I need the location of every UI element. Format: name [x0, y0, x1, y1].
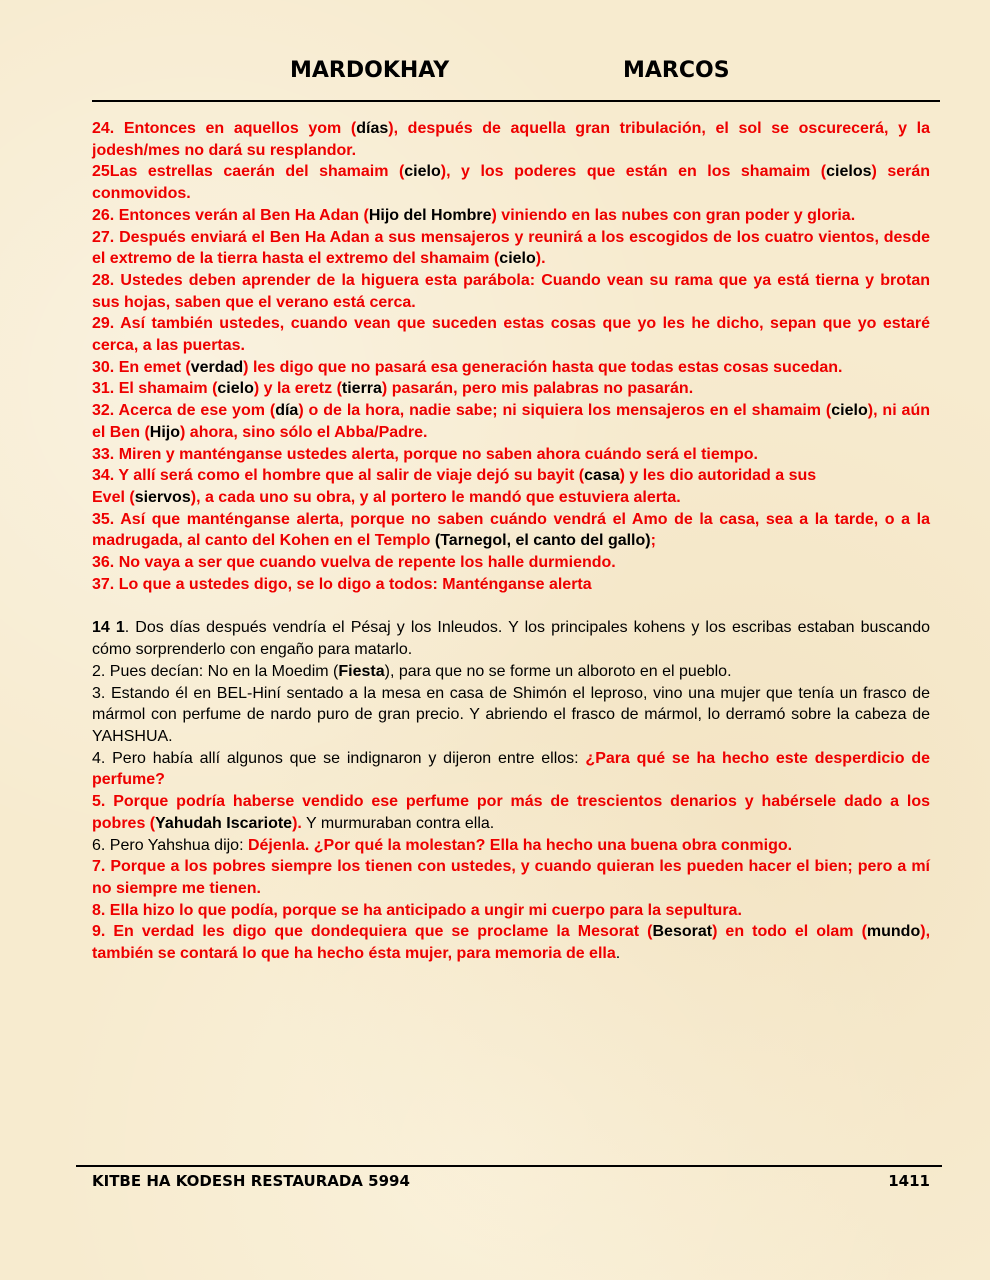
- verse-text: 6. Pero Yahshua dijo:: [92, 836, 248, 854]
- verse-text-red: ).: [535, 250, 546, 268]
- verse: [92, 921, 930, 964]
- verse: [92, 617, 930, 660]
- verse-text-red: 30. En emet (: [92, 358, 191, 376]
- verse-text: 4. Pero había allí algunos que se indignaron y dijeron entre ellos:: [92, 749, 586, 767]
- verse-text: Y murmuraban contra ella.: [301, 814, 495, 832]
- verse-text-red: 35. Así que manténganse alerta, porque no saben cuándo vendrá el Amo de la casa, sea a la tarde, o a la madrugada, al canto del Kohen en el Templo: [92, 510, 930, 550]
- scripture-text: [92, 118, 930, 965]
- verse-text-red: ), después de aquella gran tribulación, el sol se oscurecerá, y la jodesh/mes no dará su resplandor.: [92, 120, 930, 159]
- verse-text-bold: día: [275, 402, 299, 420]
- verse-text: 3. Estando él en BEL-Hiní sentado a la mesa en casa de Shimón el leproso, vino una mujer que tenía un frasco de mármol con perfume de nardo puro de gran precio. Y abriendo el frasco de mármol, lo derramó sobre la cabeza de YAHSHUA.: [92, 684, 930, 745]
- verse: [92, 161, 930, 204]
- verse: [92, 118, 930, 161]
- verse: [92, 574, 930, 596]
- verse-text-red: ) les digo que no pasará esa generación hasta que todas estas cosas sucedan.: [243, 358, 843, 376]
- footer-title: KITBE HA KODESH RESTAURADA 5994: [92, 1172, 410, 1190]
- verse: [92, 487, 930, 509]
- verse-text-red: 28. Ustedes deben aprender de la higuera esta parábola: Cuando vean su rama que ya está tierna y brotan sus hojas, saben que el verano está cerca.: [92, 271, 930, 311]
- verse-text-bold: Fiesta: [338, 662, 385, 680]
- verse-text-red: 8. Ella hizo lo que podía, porque se ha anticipado a ungir mi cuerpo para la sepultura.: [92, 901, 742, 919]
- verse-text-red: 36. No vaya a ser que cuando vuelva de repente los halle durmiendo.: [92, 554, 616, 572]
- paragraph-spacer: [92, 595, 930, 617]
- verse-text-bold: siervos: [134, 488, 191, 506]
- verse-text-bold: cielos: [826, 163, 872, 181]
- verse-text-bold: tierra: [341, 380, 382, 398]
- verse-text-red: ), ni aún el Ben (: [92, 402, 930, 441]
- verse: [92, 835, 930, 857]
- verse-text-red: 33. Miren y manténganse ustedes alerta, porque no saben ahora cuándo será el tiempo.: [92, 445, 758, 463]
- verse: [92, 357, 930, 379]
- verse-text: 2. Pues decían: No en la Moedim (: [92, 662, 339, 680]
- verse: [92, 791, 930, 834]
- verse-text-bold: verdad: [190, 358, 244, 376]
- verse: [92, 313, 930, 356]
- page-header: [92, 58, 940, 88]
- verse-text-bold: cielo: [404, 163, 441, 181]
- verse-text-bold: (Tarnegol, el canto del gallo): [434, 532, 651, 550]
- verse-text-red: 27. Después enviará el Ben Ha Adan a sus mensajeros y reunirá a los escogidos de los cuatro vientos, desde el extremo de la tierra hasta el extremo del shamaim (: [92, 228, 930, 268]
- verse-text-red: 37. Lo que a ustedes digo, se lo digo a todos: Manténganse alerta: [92, 575, 592, 593]
- verse-text-red: ) y les dio autoridad a sus: [619, 467, 817, 485]
- verse-text-red: Evel (: [92, 488, 135, 506]
- verse-text-bold: mundo: [866, 923, 921, 941]
- verse-text-bold: cielo: [499, 250, 536, 268]
- header-book-hebrew: MARDOKHAY: [290, 58, 450, 83]
- verse: [92, 661, 930, 683]
- verse: [92, 400, 930, 443]
- footer-divider: [76, 1165, 942, 1167]
- verse: [92, 683, 930, 748]
- verse-text-bold: Hijo del Hombre: [368, 206, 492, 224]
- verse-text-red: 24. Entonces en aquellos yom (: [92, 120, 357, 137]
- verse: [92, 444, 930, 466]
- verse: [92, 900, 930, 922]
- verse-text-bold: casa: [584, 467, 620, 485]
- verse-text: ), para que no se forme un alboroto en el pueblo.: [384, 662, 732, 680]
- verse-text-red: ) en todo el olam (: [712, 923, 867, 941]
- verse: [92, 856, 930, 899]
- verse-text-bold: Hijo: [149, 423, 181, 441]
- verse: [92, 748, 930, 791]
- verse-text-red: ;: [650, 532, 656, 550]
- verse: [92, 552, 930, 574]
- verse-text-red: ¿Para qué se ha hecho este desperdicio de perfume?: [92, 749, 930, 789]
- verse: [92, 227, 930, 270]
- header-book-spanish: MARCOS: [623, 58, 730, 83]
- verse-text-red: ) y la eretz (: [253, 380, 342, 398]
- verse-text-red: 32. Acerca de ese yom (: [92, 402, 276, 420]
- verse-text-bold: días: [356, 120, 389, 137]
- verse: [92, 509, 930, 552]
- verse-text-red: Déjenla. ¿Por qué la molestan? Ella ha hecho una buena obra conmigo.: [247, 836, 793, 854]
- verse-text-red: 26. Entonces verán al Ben Ha Adan (: [92, 206, 369, 224]
- verse-text-red: ) serán conmovidos.: [92, 163, 931, 203]
- verse: [92, 378, 930, 400]
- verse-text: . Dos días después vendría el Pésaj y los Inleudos. Y los principales kohens y los escribas estaban buscando cómo sorprenderlo con engaño para matarlo.: [92, 619, 931, 659]
- verse-text-red: 25Las estrellas caerán del shamaim (: [92, 163, 405, 181]
- verse-text-bold: cielo: [217, 380, 254, 398]
- verse: [92, 205, 930, 227]
- header-divider: [92, 100, 940, 102]
- verse-text-red: 7. Porque a los pobres siempre los tienen con ustedes, y cuando quieran les pueden hacer el bien; pero a mí no siempre me tienen.: [92, 858, 930, 897]
- verse-text-red: 34. Y allí será como el hombre que al salir de viaje dejó su bayit (: [92, 467, 585, 485]
- verse-text-red: ) ahora, sino sólo el Abba/Padre.: [180, 423, 428, 441]
- verse-text-red: 29. Así también ustedes, cuando vean que suceden estas cosas que yo les he dicho, sepan que yo estaré cerca, a las puertas.: [92, 315, 930, 355]
- verse-text-red: ) pasarán, pero mis palabras no pasarán.: [381, 380, 694, 398]
- verse-text-red: 9. En verdad les digo que dondequiera que se proclame la Mesorat (: [92, 923, 653, 941]
- verse-text-red: ), también se contará lo que ha hecho ésta mujer, para memoria de ella: [92, 923, 931, 963]
- verse: [92, 270, 930, 313]
- verse-text: .: [615, 945, 621, 963]
- verse-text-red: 31. El shamaim (: [92, 380, 218, 398]
- verse-text-bold: 14 1: [92, 619, 125, 637]
- verse-text-red: 5. Porque podría haberse vendido ese perfume por más de trescientos denarios y habérsele dado a los pobres (: [92, 793, 930, 832]
- verse-text-red: ) o de la hora, nadie sabe; ni siquiera los mensajeros en el shamaim (: [298, 402, 832, 420]
- verse-text-red: ).: [292, 814, 302, 832]
- verse-text-bold: Yahudah Iscariote: [155, 814, 293, 832]
- page-number: 1411: [888, 1172, 930, 1190]
- page-footer: [92, 1172, 930, 1194]
- verse-text-bold: cielo: [831, 402, 868, 420]
- verse-text-bold: Besorat: [652, 923, 713, 941]
- verse: [92, 465, 930, 487]
- verse-text-red: ) viniendo en las nubes con gran poder y gloria.: [491, 206, 856, 224]
- verse-text-red: ), a cada uno su obra, y al portero le mandó que estuviera alerta.: [190, 488, 681, 506]
- verse-text-red: ), y los poderes que están en los shamaim (: [440, 163, 827, 181]
